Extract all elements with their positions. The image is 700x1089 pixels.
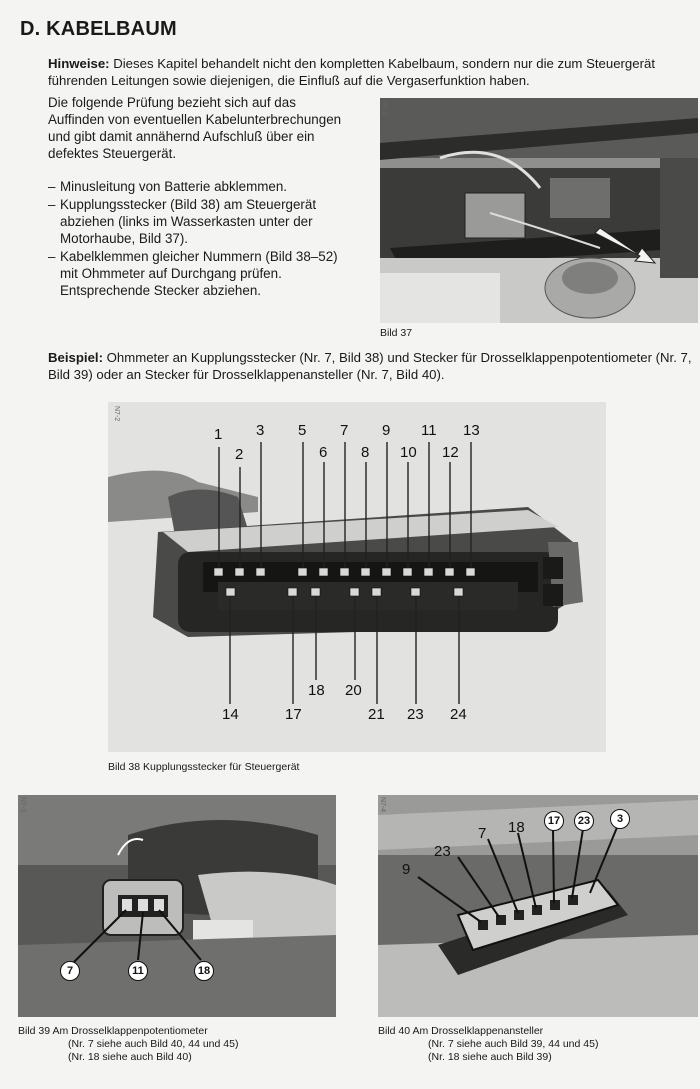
hinweise-paragraph (48, 55, 698, 89)
hinweise-text: Dieses Kapitel behandelt nicht den kompletten Kabelbaum, sondern nur die zum Steuergerät führenden Leitungen sowie diejenigen, die Einfluß auf die Vergaserfunktion haben. (48, 56, 655, 88)
pin-label: 6 (319, 444, 328, 461)
instructions-column (48, 94, 348, 300)
pin-label: 7 (340, 422, 349, 439)
bild40-caption-line: (Nr. 7 siehe auch Bild 39, 44 und 45) (428, 1038, 599, 1050)
connector-illustration (108, 402, 606, 752)
pin-label: 12 (442, 444, 459, 461)
pin-label: 13 (463, 422, 480, 439)
bild39-caption (18, 1025, 348, 1064)
intro-paragraph: Die folgende Prüfung bezieht sich auf das Auffinden von eventuellen Kabelunterbrechungen und gibt damit annähernd Aufschluß über ein defektes Steuergerät. (48, 95, 342, 161)
bild37-stamp: N7-1 (381, 100, 388, 116)
bild38-photo (108, 402, 606, 752)
bild40-photo (378, 795, 698, 1017)
pin-label: 11 (421, 422, 437, 439)
bild39-stamp: N7-3 (19, 797, 26, 813)
bild39-caption-line: (Nr. 7 siehe auch Bild 40, 44 und 45) (68, 1038, 239, 1050)
section-heading: D. KABELBAUM (20, 18, 177, 40)
callout-label: 18 (508, 819, 525, 836)
callout-label: 18 (194, 961, 214, 981)
pin-label: 17 (285, 706, 302, 723)
callout-label: 7 (60, 961, 80, 981)
beispiel-text: Ohmmeter an Kupplungsstecker (Nr. 7, Bild 38) und Stecker für Drosselklappenpotentiometer (Nr. 7, Bild 39) oder an Stecker für Drosselklappenansteller (Nr. 7, Bild 40). (48, 350, 692, 382)
callout-label: 17 (544, 811, 564, 831)
step-item: – Kabelklemmen gleicher Nummern (Bild 38–52) mit Ohmmeter auf Durchgang prüfen. Entsprechende Stecker abziehen. (48, 248, 348, 299)
pin-label: 8 (361, 444, 370, 461)
bild40-caption (378, 1025, 698, 1064)
callout-label: 3 (610, 809, 630, 829)
bild39-photo (18, 795, 336, 1017)
callout-label: 9 (402, 861, 411, 878)
pin-label: 9 (382, 422, 391, 439)
bild38-caption: Bild 38 Kupplungsstecker für Steuergerät (108, 761, 300, 773)
step-item: – Minusleitung von Batterie abklemmen. (48, 178, 348, 195)
bild39-caption-title: Bild 39 Am Drosselklappenpotentiometer (18, 1025, 208, 1037)
pin-label: 24 (450, 706, 467, 723)
engine-bay-illustration (380, 98, 698, 323)
callout-label: 23 (434, 843, 451, 860)
callout-label: 11 (128, 961, 148, 981)
pin-label: 18 (308, 682, 325, 699)
pin-label: 5 (298, 422, 307, 439)
pin-label: 1 (214, 426, 223, 443)
pin-label: 20 (345, 682, 362, 699)
bild40-stamp: N7-4 (379, 797, 386, 813)
callout-label: 7 (478, 825, 487, 842)
beispiel-label: Beispiel: (48, 350, 103, 365)
beispiel-paragraph (48, 349, 698, 383)
bild39-caption-line: (Nr. 18 siehe auch Bild 40) (68, 1051, 192, 1063)
pin-label: 23 (407, 706, 424, 723)
bild40-caption-line: (Nr. 18 siehe auch Bild 39) (428, 1051, 552, 1063)
step-item: – Kupplungsstecker (Bild 38) am Steuergerät abziehen (links im Wasserkasten unter der Motorhaube, Bild 37). (48, 196, 348, 247)
steps-list (48, 178, 348, 299)
pin-label: 2 (235, 446, 244, 463)
bild38-stamp: N7-2 (113, 406, 120, 422)
callout-label: 23 (574, 811, 594, 831)
throttle-actuator-illustration (378, 795, 698, 1017)
pin-label: 3 (256, 422, 265, 439)
bild37-caption: Bild 37 (380, 327, 413, 339)
pin-label: 14 (222, 706, 239, 723)
hinweise-label: Hinweise: (48, 56, 110, 71)
bild40-caption-title: Bild 40 Am Drosselklappenansteller (378, 1025, 544, 1037)
pin-label: 21 (368, 706, 385, 723)
pin-label: 10 (400, 444, 417, 461)
potentiometer-illustration (18, 795, 336, 1017)
bild37-photo (380, 98, 698, 323)
